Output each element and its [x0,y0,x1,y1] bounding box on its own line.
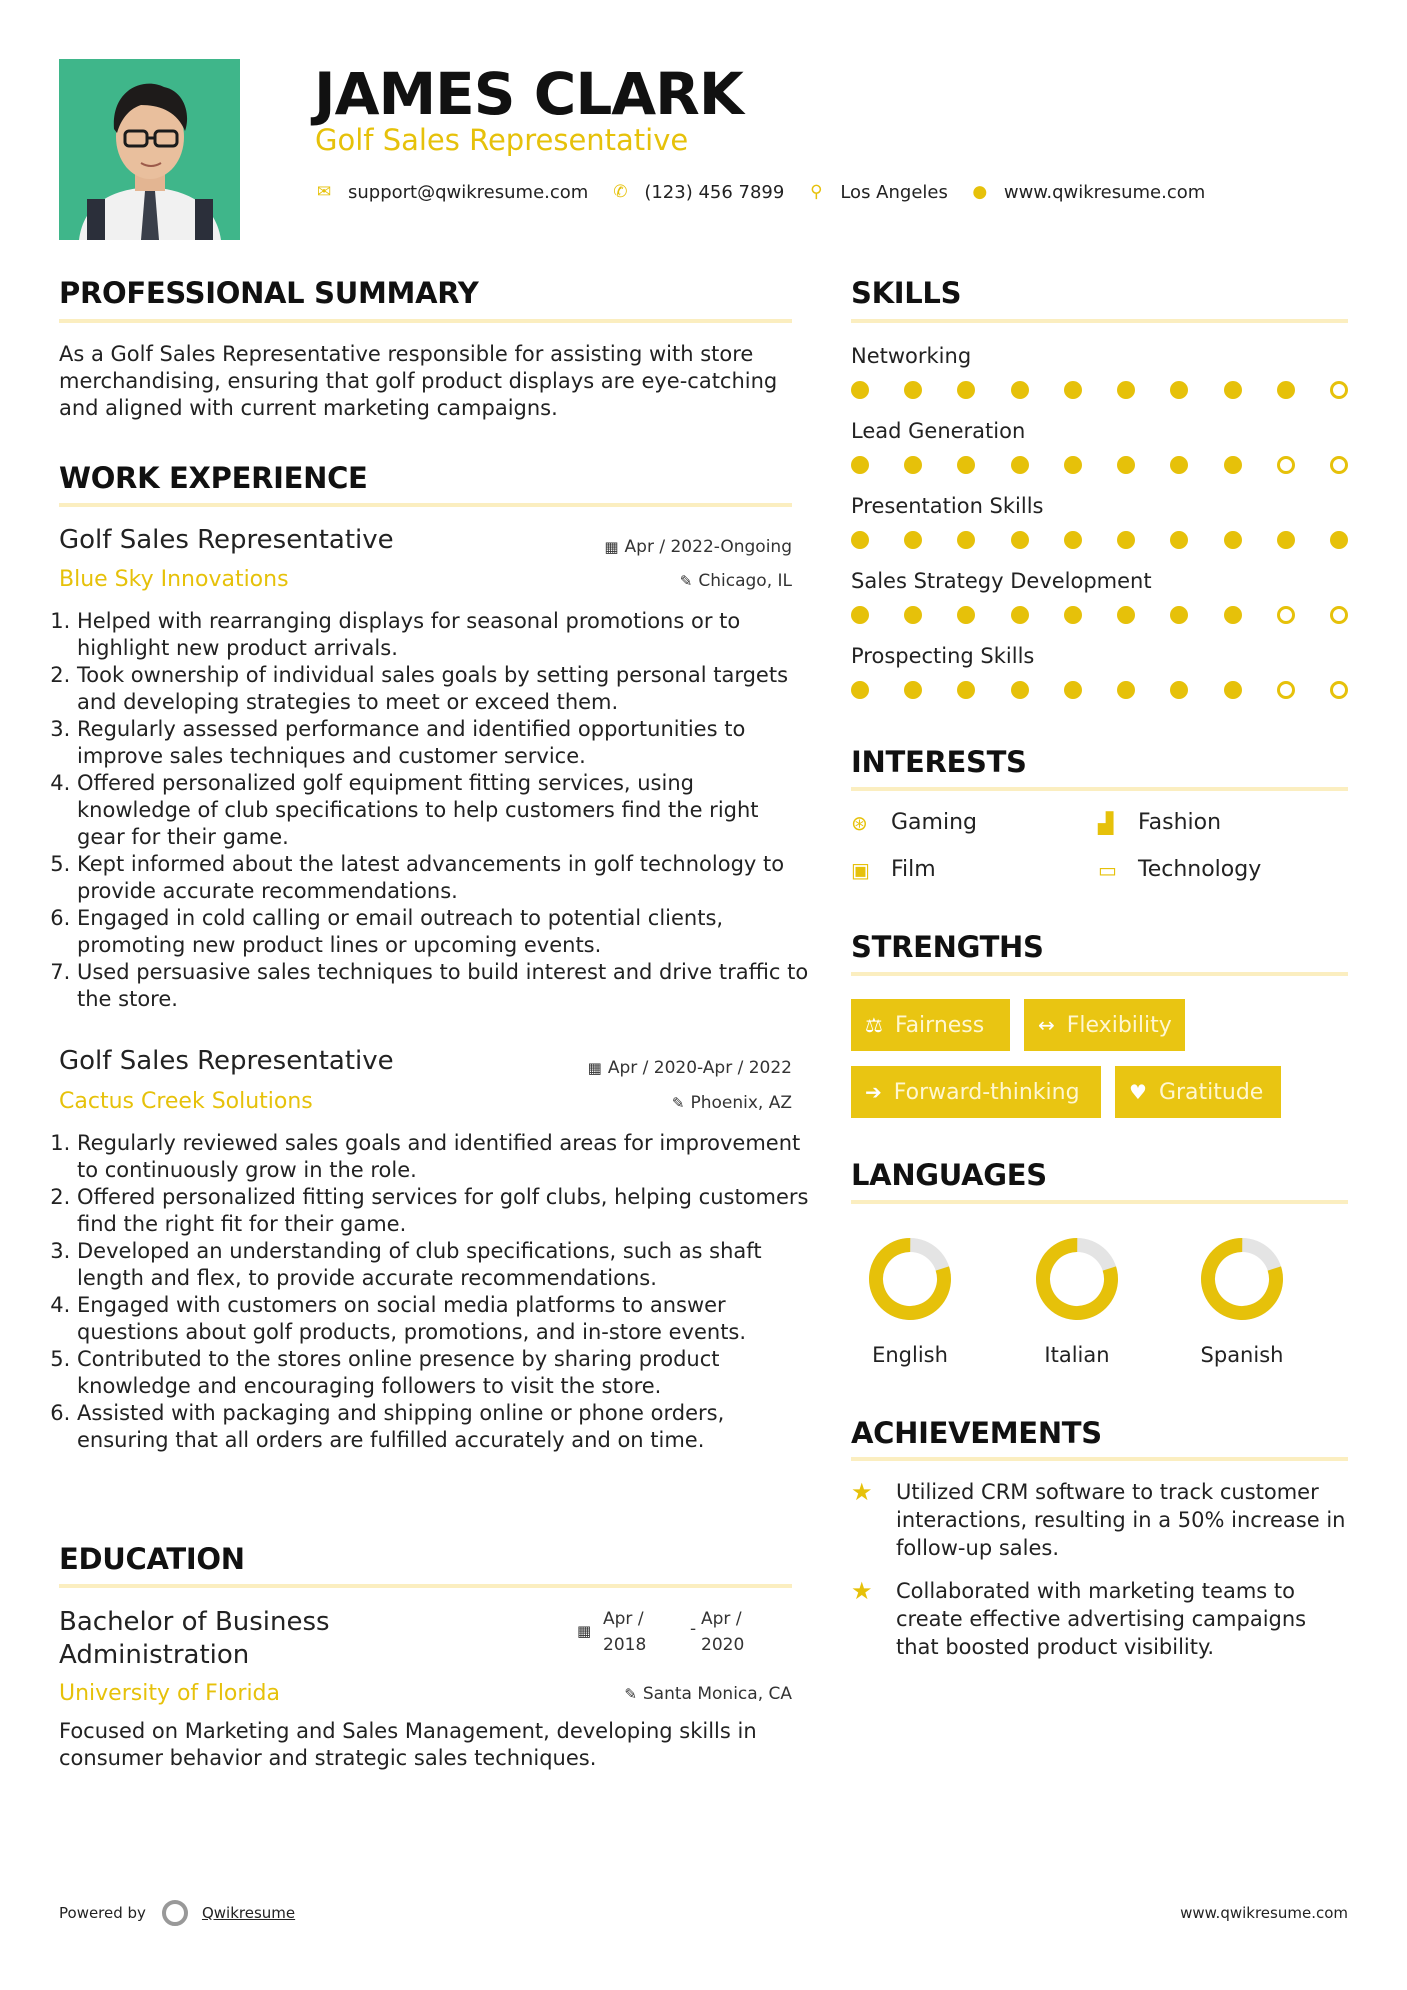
skill-dot-filled [851,456,869,474]
avatar [59,59,240,240]
candidate-name: JAMES CLARK [314,60,743,128]
skill-dot-filled [1170,606,1188,624]
donut-fill [1200,1237,1284,1321]
strength-label: Forward-thinking [893,1079,1080,1105]
skills-divider [851,319,1348,323]
interest-label: Technology [1138,857,1262,882]
job-dates [588,1057,792,1079]
strength-label: Fairness [894,1012,985,1038]
interest-gaming [851,809,977,837]
powered-by-label: Powered by [59,1904,146,1922]
heart-icon: ♥ [1129,1080,1147,1104]
skill-dot-filled [957,381,975,399]
list-item: 4. Engaged with customers on social media platforms to answer questions about golf products, promotions, and in-store events. [77,1292,810,1346]
languages-divider [851,1200,1348,1204]
education-divider [59,1584,792,1588]
skill-dot-filled [1011,681,1029,699]
skill-rating [851,381,1348,401]
skill-dot-empty [1330,606,1348,624]
summary-heading: PROFESSIONAL SUMMARY [59,276,479,310]
skill-dot-filled [1064,681,1082,699]
skill-rating [851,456,1348,476]
arrows-horizontal-icon: ↔ [1038,1013,1055,1037]
pin-icon: ✎ [679,572,693,590]
list-item: 5. Kept informed about the latest advancements in golf technology to provide accurate recommendations. [77,851,810,905]
interest-label: Gaming [891,810,977,835]
list-item: 6. Engaged in cold calling or email outreach to potential clients, promoting new product lines or upcoming events. [77,905,810,959]
strength-badge [851,999,1010,1051]
list-item: 2. Offered personalized fitting services for golf clubs, helping customers find the right fit for their game. [77,1184,810,1238]
school-location-text: Santa Monica, CA [642,1684,792,1704]
contact-bar [314,178,1227,206]
skill-dot-filled [1117,681,1135,699]
skill-name: Sales Strategy Development [851,569,1152,593]
edu-start: Apr / 2018 [603,1609,647,1655]
job-title: Golf Sales Representative [59,525,394,555]
skill-dot-filled [1064,381,1082,399]
skill-dot-filled [1277,531,1295,549]
summary-text: As a Golf Sales Representative responsible for assisting with store merchandising, ensuring that golf product displays are eye-catching and aligned with current marketing campaigns. [59,342,778,420]
skill-dot-filled [851,681,869,699]
job-bullets [59,608,810,1013]
skills-heading: SKILLS [851,276,962,310]
phone-icon: ✆ [613,182,628,202]
skill-dot-filled [1011,606,1029,624]
shopping-bag-icon: ▟ [1098,811,1114,835]
job-dates [604,536,792,558]
calendar-icon: ▦ [587,1059,602,1077]
skill-dot-empty [1277,681,1295,699]
footer-powered [59,1900,295,1926]
skill-dot-filled [957,681,975,699]
arrow-right-icon: ➔ [865,1080,882,1104]
skill-dot-filled [851,531,869,549]
skill-dot-empty [1277,456,1295,474]
skill-rating [851,531,1348,551]
skill-dot-filled [904,381,922,399]
job-title: Golf Sales Representative [59,1046,394,1076]
skill-dot-filled [1170,681,1188,699]
company-name: Blue Sky Innovations [59,567,289,592]
summary-divider [59,319,792,323]
skill-dot-filled [1224,606,1242,624]
job-bullets [59,1130,810,1454]
interest-label: Fashion [1138,810,1222,835]
map-pin-icon: ⚲ [810,182,823,202]
strengths-divider [851,972,1348,976]
globe-icon: ● [972,182,988,202]
donut-fill [1035,1237,1119,1321]
skill-dot-filled [957,606,975,624]
contact-website[interactable] [970,182,1205,203]
contact-email[interactable] [314,182,588,203]
list-item: 7. Used persuasive sales techniques to build interest and drive traffic to the store. [77,959,810,1013]
skill-dot-filled [904,531,922,549]
skill-dot-filled [904,606,922,624]
language-donut [1200,1237,1284,1321]
job-dates-text: Apr / 2020-Apr / 2022 [607,1058,792,1078]
pin-icon: ✎ [624,1685,637,1703]
skill-dot-filled [1011,531,1029,549]
email-text: support@qwikresume.com [348,181,589,203]
skill-name: Prospecting Skills [851,644,1035,668]
skill-dot-filled [957,531,975,549]
skill-dot-filled [1011,456,1029,474]
skill-dot-filled [1117,606,1135,624]
edu-separator: - [690,1619,697,1639]
interests-divider [851,787,1348,791]
list-item: 6. Assisted with packaging and shipping online or phone orders, ensuring that all orders are fulfilled accurately and on time. [77,1400,810,1454]
film-icon: ▣ [851,858,870,882]
skill-dot-empty [1330,381,1348,399]
job-location-text: Phoenix, AZ [690,1093,792,1113]
school-name: University of Florida [59,1681,280,1706]
language-label: Spanish [1200,1343,1284,1367]
strength-label: Gratitude [1158,1079,1264,1105]
interest-fashion [1098,809,1221,837]
pin-icon: ✎ [671,1094,685,1112]
skill-name: Lead Generation [851,419,1026,443]
star-badge-icon: ★ [851,1577,873,1605]
gamepad-icon: ⊛ [851,811,868,835]
list-item: 4. Offered personalized golf equipment fitting services, using knowledge of club specifications to help customers find the right gear for their game. [77,770,810,851]
skill-dot-filled [1170,456,1188,474]
strength-badge [1115,1066,1281,1118]
balance-scale-icon: ⚖ [865,1013,883,1037]
donut-fill [868,1237,952,1321]
interest-film [851,856,936,884]
list-item: 3. Regularly assessed performance and identified opportunities to improve sales techniques and customer service. [77,716,810,770]
experience-divider [59,503,792,507]
company-name: Cactus Creek Solutions [59,1089,313,1114]
skill-dot-filled [1011,381,1029,399]
skill-dot-filled [957,456,975,474]
language-donut [1035,1237,1119,1321]
list-item: 1. Regularly reviewed sales goals and identified areas for improvement to continuously grow in the role. [77,1130,810,1184]
skill-dot-filled [1224,531,1242,549]
edu-end: Apr / 2020 [701,1609,745,1655]
skill-rating [851,606,1348,626]
school-location [624,1683,792,1705]
degree-name: Bachelor of Business Administration [59,1607,330,1670]
job-location [672,1092,792,1114]
skill-dot-filled [851,381,869,399]
skill-dot-filled [1224,456,1242,474]
strength-label: Flexibility [1066,1012,1172,1038]
skill-dot-filled [851,606,869,624]
skill-dot-filled [1224,681,1242,699]
list-item: 3. Developed an understanding of club specifications, such as shaft length and flex, to provide accurate recommendations. [77,1238,810,1292]
skill-dot-filled [1277,381,1295,399]
skill-rating [851,681,1348,701]
job-dates-text: Apr / 2022-Ongoing [624,537,792,557]
list-item: 1. Helped with rearranging displays for seasonal promotions or to highlight new product arrivals. [77,608,810,662]
strengths-heading: STRENGTHS [851,930,1044,964]
job-location [680,570,792,592]
skill-dot-filled [1064,606,1082,624]
education-heading: EDUCATION [59,1542,245,1576]
brand-link[interactable]: Qwikresume [201,1904,296,1922]
skill-dot-filled [1117,531,1135,549]
skill-dot-filled [1170,381,1188,399]
skill-dot-filled [1224,381,1242,399]
laptop-icon: ▭ [1098,858,1117,882]
calendar-icon: ▦ [577,1622,592,1640]
skill-dot-filled [904,681,922,699]
skill-dot-empty [1330,456,1348,474]
skill-dot-filled [1064,456,1082,474]
list-item: 5. Contributed to the stores online presence by sharing product knowledge and encouraging followers to visit the store. [77,1346,810,1400]
calendar-icon: ▦ [604,538,619,556]
skill-dot-empty [1330,681,1348,699]
interest-label: Film [891,857,936,882]
interests-heading: INTERESTS [851,745,1027,779]
skill-dot-filled [1117,456,1135,474]
envelope-icon: ✉ [316,182,332,202]
phone-text: (123) 456 7899 [644,181,785,203]
footer-website[interactable]: www.qwikresume.com [1180,1904,1348,1922]
location-text: Los Angeles [840,181,948,203]
candidate-title: Golf Sales Representative [315,123,689,157]
languages-heading: LANGUAGES [851,1158,1047,1192]
contact-phone[interactable] [610,182,784,203]
qwikresume-logo-icon [162,1900,188,1926]
skill-name: Presentation Skills [851,494,1044,518]
strength-badge [1024,999,1185,1051]
language-label: English [872,1343,948,1367]
achievements-divider [851,1457,1348,1461]
skill-dot-filled [904,456,922,474]
experience-heading: WORK EXPERIENCE [59,461,368,495]
skill-dot-filled [1064,531,1082,549]
achievement-item: Utilized CRM software to track customer interactions, resulting in a 50% increase in follow-up sales. [896,1480,1346,1560]
language-label: Italian [1044,1343,1110,1367]
skill-dot-filled [1330,531,1348,549]
contact-location [806,182,948,203]
skill-dot-filled [1117,381,1135,399]
skill-name: Networking [851,344,972,368]
job-location-text: Chicago, IL [698,571,792,591]
achievement-item: Collaborated with marketing teams to create effective advertising campaigns that boosted product visibility. [896,1579,1307,1659]
strength-badge [851,1066,1101,1118]
list-item: 2. Took ownership of individual sales goals by setting personal targets and developing strategies to meet or exceed them. [77,662,810,716]
achievements-heading: ACHIEVEMENTS [851,1416,1102,1450]
profile-photo [59,59,240,240]
interest-technology [1098,856,1261,884]
skill-dot-empty [1277,606,1295,624]
skill-dot-filled [1170,531,1188,549]
website-text: www.qwikresume.com [1003,181,1206,203]
star-badge-icon: ★ [851,1478,873,1506]
education-description: Focused on Marketing and Sales Management, developing skills in consumer behavior and strategic sales techniques. [59,1719,757,1770]
language-donut [868,1237,952,1321]
